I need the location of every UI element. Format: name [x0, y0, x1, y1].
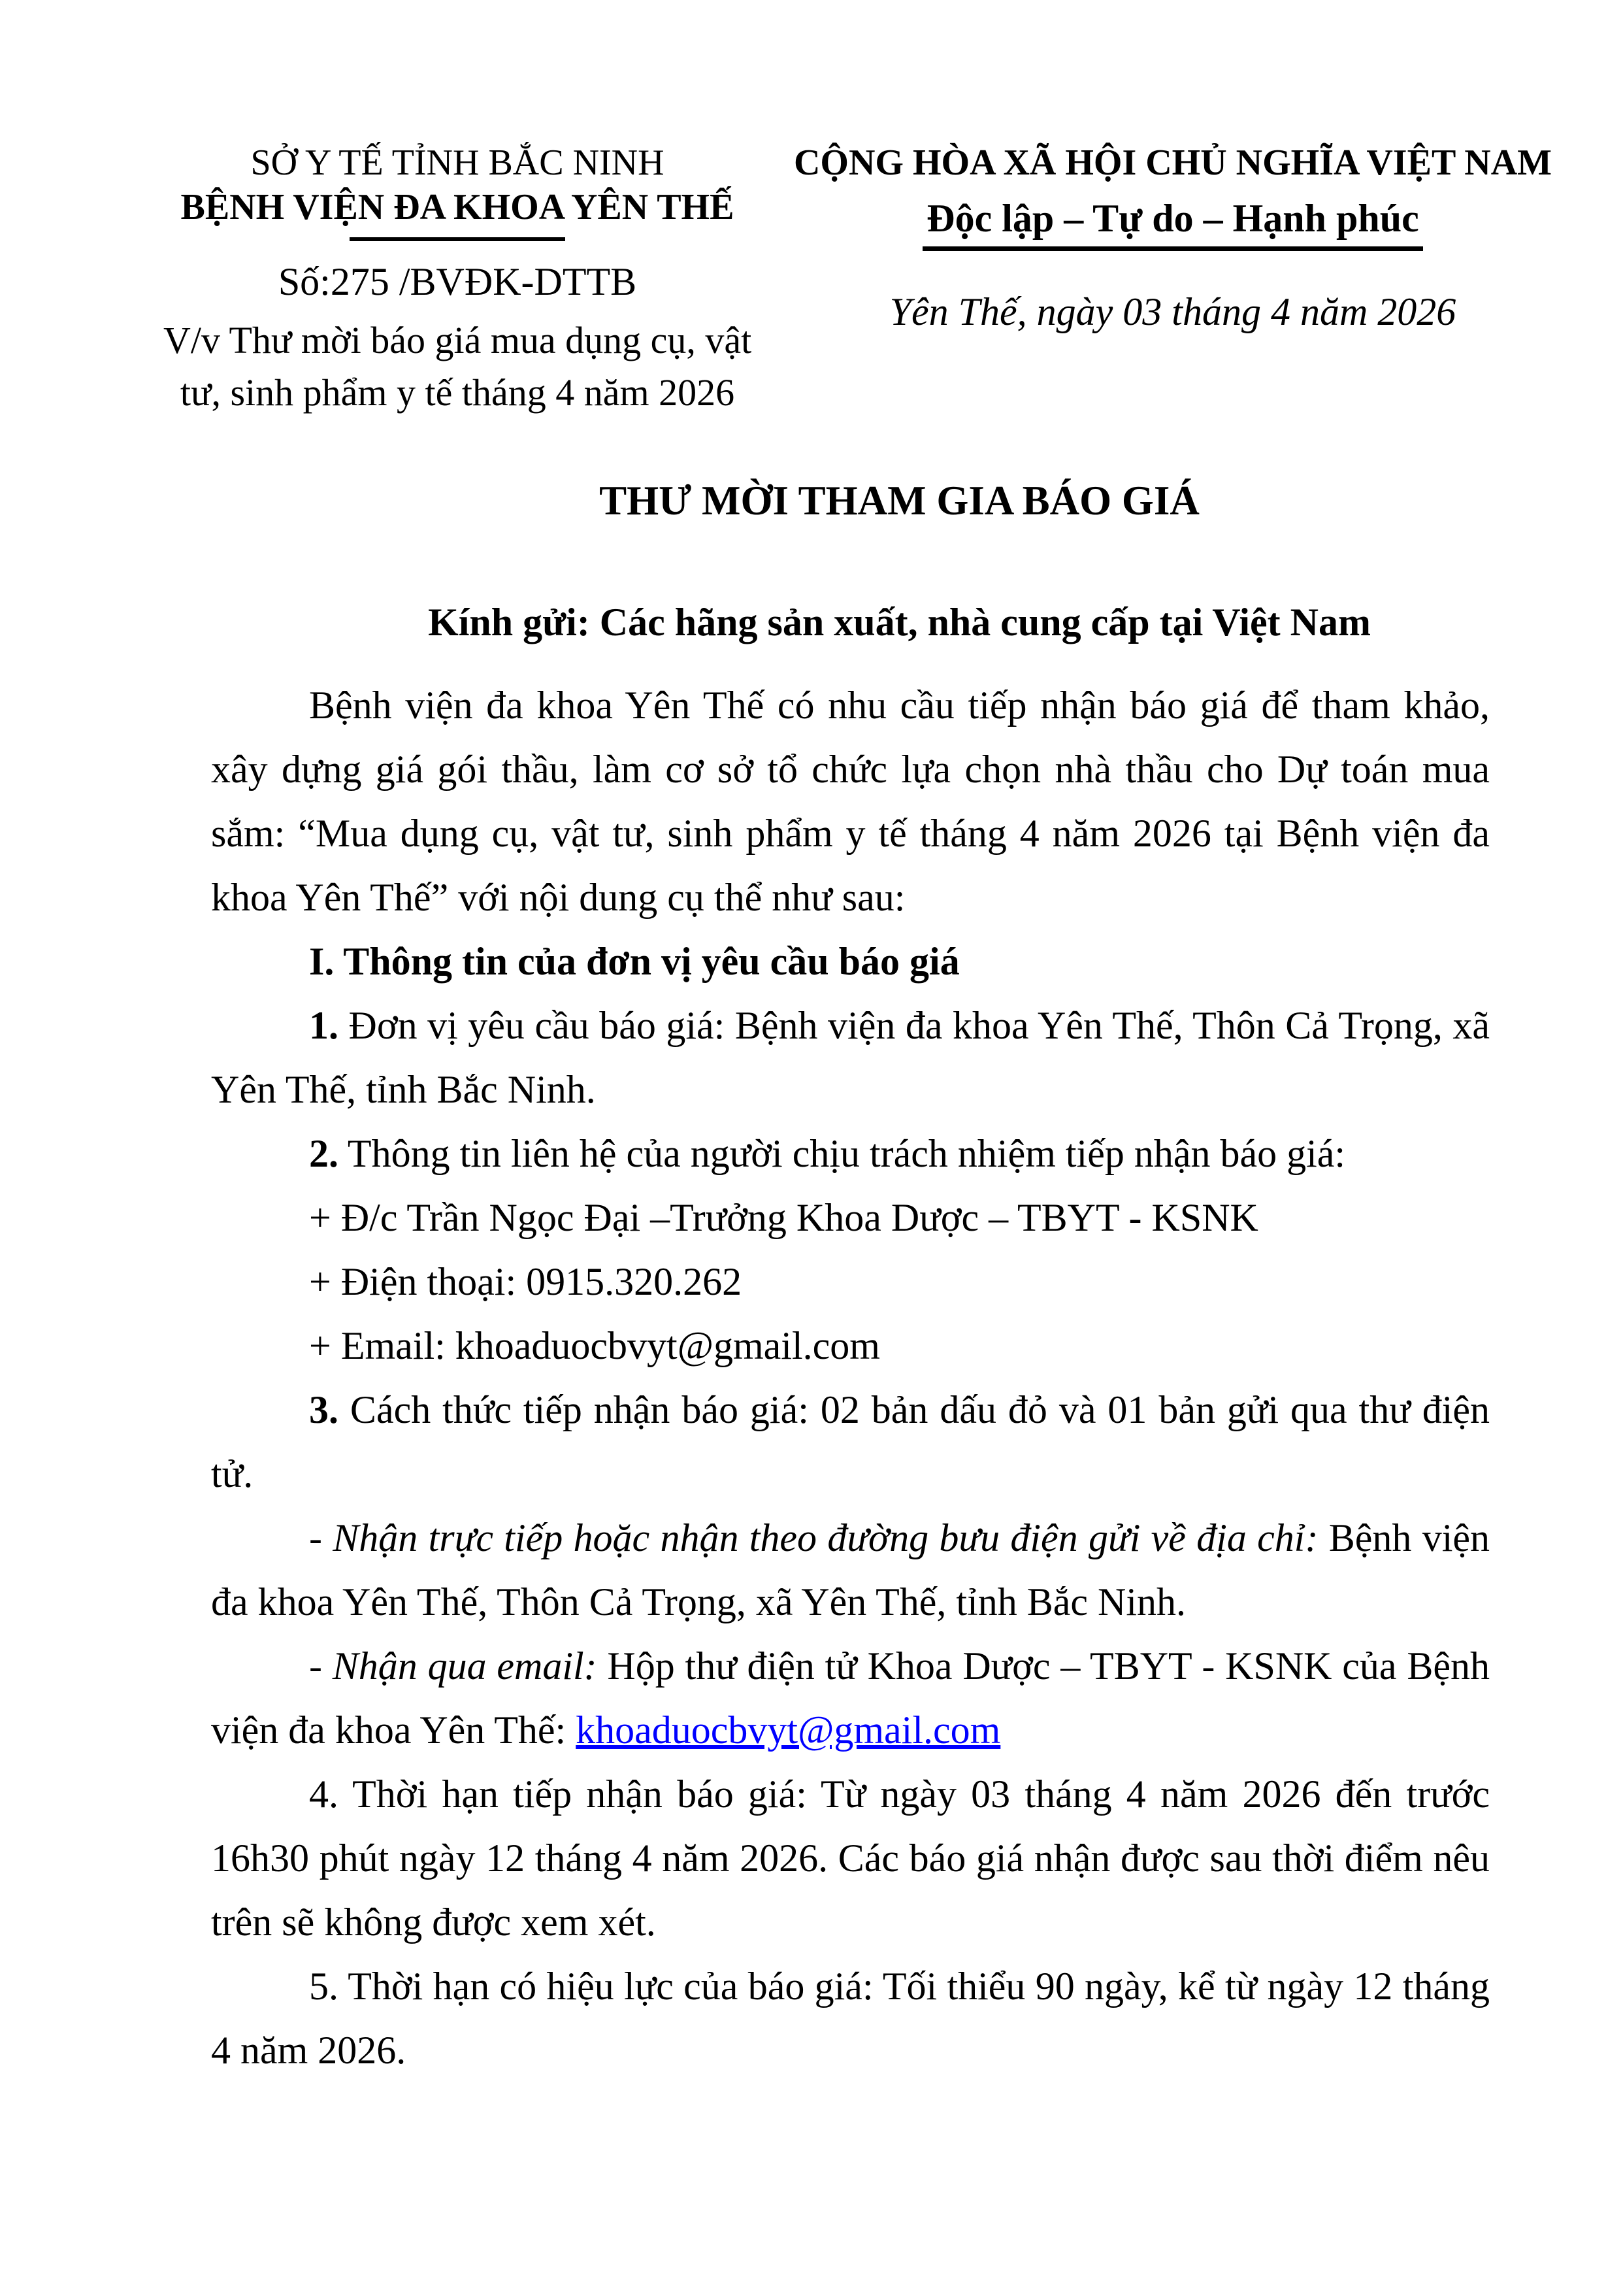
item-2-text: Thông tin liên hệ của người chịu trách nhiệm tiếp nhận báo giá:: [338, 1132, 1346, 1175]
item-5: 5. Thời hạn có hiệu lực của báo giá: Tối thiểu 90 ngày, kể từ ngày 12 tháng 4 năm 2026.: [211, 1965, 1490, 2072]
receive-method-direct-rest: Bệnh viện đa khoa Yên Thế, Thôn Cả Trọng, xã Yên Thế, tỉnh Bắc Ninh.: [211, 1516, 1490, 1623]
receive-method-email-rest: Hộp thư điện tử Khoa Dược – TBYT - KSNK của Bệnh viện đa khoa Yên Thế:: [211, 1644, 1490, 1752]
item-3-text: Cách thức tiếp nhận báo giá: 02 bản dấu đỏ và 01 bản gửi qua thư điện tử.: [211, 1388, 1490, 1495]
contact-phone-line: + Điện thoại: 0915.320.262: [309, 1260, 742, 1303]
country-name: CỘNG HÒA XÃ HỘI CHỦ NGHĨA VIỆT NAM: [793, 142, 1552, 183]
issuer-hospital-name: BỆNH VIỆN ĐA KHOA YÊN THẾ: [180, 187, 734, 227]
intro-paragraph: Bệnh viện đa khoa Yên Thế có nhu cầu tiếp nhận báo giá để tham khảo, xây dựng giá gói thầu, làm cơ sở tổ chức lựa chọn nhà thầu cho Dự toán mua sắm: “Mua dụng cụ, vật tư, sinh phẩm y tế tháng 4 năm 2026 tại Bệnh viện đa khoa Yên Thế” với nội dung cụ thể như sau:: [211, 684, 1490, 919]
document-subject-line2: tư, sinh phẩm y tế tháng 4 năm 2026: [180, 371, 735, 414]
letter-body: [211, 673, 1490, 2082]
receive-method-email: [211, 1634, 1490, 1762]
issuer-department: SỞ Y TẾ TỈNH BẮC NINH: [250, 142, 664, 183]
contact-person-line: + Đ/c Trần Ngọc Đại –Trưởng Khoa Dược – TBYT - KSNK: [309, 1196, 1258, 1239]
item-1-text: Đơn vị yêu cầu báo giá: Bệnh viện đa khoa Yên Thế, Thôn Cả Trọng, xã Yên Thế, tỉnh Bắc Ninh.: [211, 1004, 1490, 1111]
item-4: 4. Thời hạn tiếp nhận báo giá: Từ ngày 03 tháng 4 năm 2026 đến trước 16h30 phút ngày 12 tháng 4 năm 2026. Các báo giá nhận được sau thời điểm nêu trên sẽ không được xem xét.: [211, 1772, 1490, 1944]
document-subject-line1: V/v Thư mời báo giá mua dụng cụ, vật: [163, 319, 752, 361]
salutation: Kính gửi: Các hãng sản xuất, nhà cung cấp tại Việt Nam: [428, 601, 1371, 644]
document-number: Số:275 /BVĐK-DTTB: [278, 260, 637, 303]
item-1-number: 1.: [309, 1004, 338, 1047]
letter-content: [211, 0, 1490, 2082]
item-3: [211, 1378, 1490, 1506]
receive-method-direct-lead: - Nhận trực tiếp hoặc nhận theo đường bưu điện gửi về địa chỉ:: [309, 1516, 1319, 1559]
contact-email-line: + Email: khoaduocbvyt@gmail.com: [309, 1324, 880, 1367]
place-dateline: Yên Thế, ngày 03 tháng 4 năm 2026: [889, 290, 1456, 333]
item-3-number: 3.: [309, 1388, 338, 1431]
national-motto: Độc lập – Tự do – Hạnh phúc: [923, 195, 1422, 251]
item-2: [211, 1122, 1490, 1186]
letter-title: THƯ MỜI THAM GIA BÁO GIÁ: [599, 478, 1200, 524]
item-1: [211, 993, 1490, 1122]
section1-heading: I. Thông tin của đơn vị yêu cầu báo giá: [309, 940, 960, 983]
receive-method-email-lead: - Nhận qua email:: [309, 1644, 597, 1688]
email-hyperlink[interactable]: khoaduocbvyt@gmail.com: [576, 1708, 1001, 1752]
item-2-number: 2.: [309, 1132, 338, 1175]
receive-method-direct: [211, 1506, 1490, 1634]
